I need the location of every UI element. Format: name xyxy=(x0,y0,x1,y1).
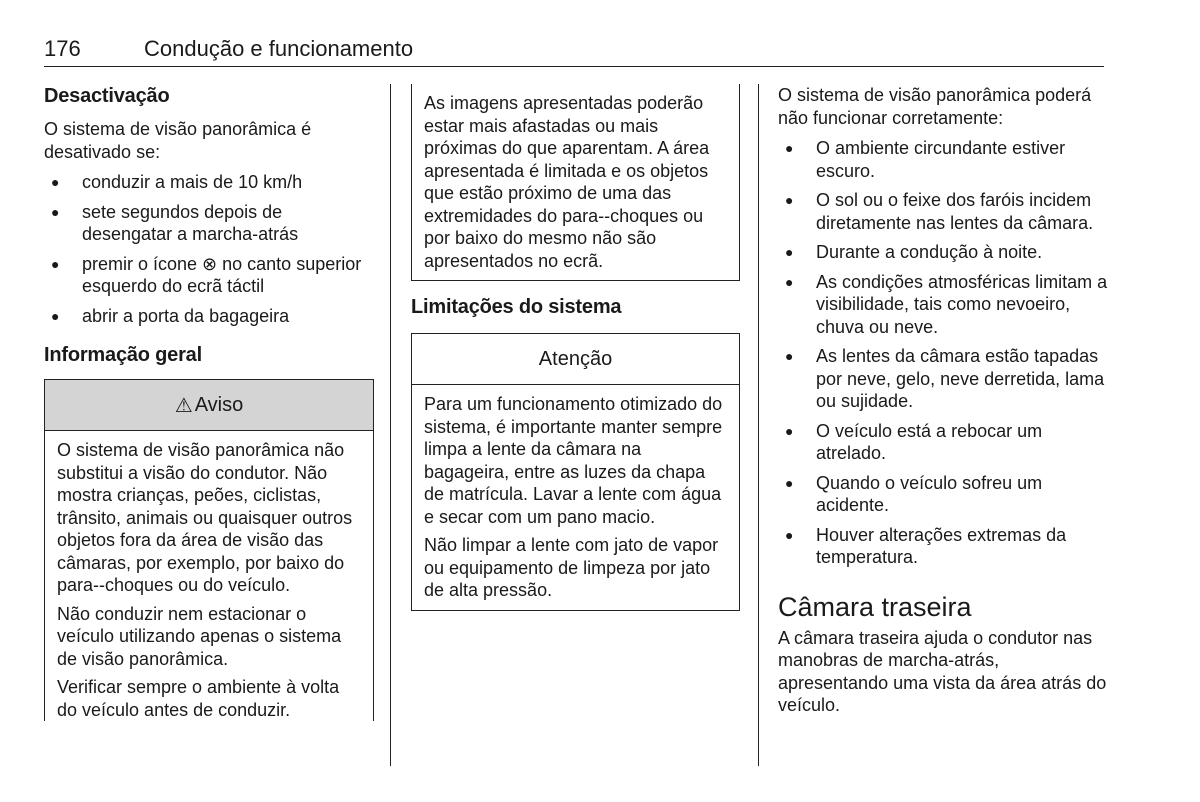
warning-triangle-icon: ⚠ xyxy=(174,394,193,417)
column-divider xyxy=(758,84,759,766)
warning-paragraph: Não conduzir nem estacionar o veículo utilizando apenas o sistema de visão panorâmica. xyxy=(57,603,342,669)
limitations-intro: O sistema de visão panorâmica poderá não funcionar corretamente: xyxy=(778,85,1092,128)
list-item: ● As condições atmosféricas limitam a visibilidade, tais como nevoeiro, chuva ou neve. xyxy=(778,271,1108,339)
warning-box-continued xyxy=(411,84,740,281)
warning-title: Aviso xyxy=(194,393,244,416)
attention-box xyxy=(411,333,740,611)
warning-body xyxy=(45,431,373,721)
page-header xyxy=(44,30,1104,67)
warning-paragraph: O sistema de visão panorâmica não substitui a visão do condutor. Não mostra crianças, peões, ciclistas, trânsito, animais ou quaisquer outros objetos fora da área de visão das câmaras, por exemplo, por baixo do para--choques ou do veículo. xyxy=(57,440,353,595)
list-item: ● O sol ou o feixe dos faróis incidem diretamente nas lentes da câmara. xyxy=(778,189,1108,234)
list-item: ● sete segundos depois de desengatar a marcha-atrás xyxy=(44,201,374,246)
column-middle xyxy=(411,84,740,611)
deactivation-list xyxy=(44,171,374,327)
list-item: ● Quando o veículo sofreu um acidente. xyxy=(778,472,1108,517)
list-item: ● O veículo está a rebocar um atrelado. xyxy=(778,420,1108,465)
warning-box xyxy=(44,379,374,721)
chapter-title: Condução e funcionamento xyxy=(144,36,414,61)
list-item: ● premir o ícone ⊗ no canto superior esquerdo do ecrã táctil xyxy=(44,253,374,298)
list-item: ● Durante a condução à noite. xyxy=(778,241,1108,264)
column-left xyxy=(44,84,374,727)
system-limits-heading: Limitações do sistema xyxy=(411,296,622,318)
page-number: 176 xyxy=(44,36,81,61)
warning-paragraph: Verificar sempre o ambiente à volta do veículo antes de conduzir. xyxy=(57,677,340,720)
column-right xyxy=(778,84,1108,723)
attention-paragraph: Não limpar a lente com jato de vapor ou equipamento de limpeza por jato de alta pressão. xyxy=(424,535,719,600)
attention-paragraph: Para um funcionamento otimizado do sistema, é importante manter sempre limpa a lente da câmara na bagageira, entre as luzes da chapa de matrícula. Lavar a lente com água e secar com um pano macio. xyxy=(424,394,723,527)
list-item: ● Houver alterações extremas da temperatura. xyxy=(778,524,1108,569)
column-divider xyxy=(390,84,391,766)
list-item: ● O ambiente circundante estiver escuro. xyxy=(778,137,1108,182)
deactivation-heading: Desactivação xyxy=(44,85,170,107)
rear-camera-heading: Câmara traseira xyxy=(778,591,972,622)
attention-title: Atenção xyxy=(412,334,739,385)
limitations-list xyxy=(778,137,1108,569)
warning-header xyxy=(45,380,373,431)
list-item: ● abrir a porta da bagageira xyxy=(44,305,374,328)
list-item: ● conduzir a mais de 10 km/h xyxy=(44,171,374,194)
attention-body xyxy=(412,385,739,610)
list-item: ● As lentes da câmara estão tapadas por neve, gelo, neve derretida, lama ou sujidade. xyxy=(778,345,1108,413)
warning-continued-text: As imagens apresentadas poderão estar mais afastadas ou mais próximas do que aparentam. A área apresentada é limitada e os objetos que estão próximo de uma das extremidades do para--choques ou por baixo do mesmo não são apresentados no ecrã. xyxy=(424,93,710,271)
deactivation-intro: O sistema de visão panorâmica é desativado se: xyxy=(44,119,312,162)
general-info-heading: Informação geral xyxy=(44,344,202,366)
rear-camera-text: A câmara traseira ajuda o condutor nas manobras de marcha-atrás, apresentando uma vista da área atrás do veículo. xyxy=(778,627,1107,715)
